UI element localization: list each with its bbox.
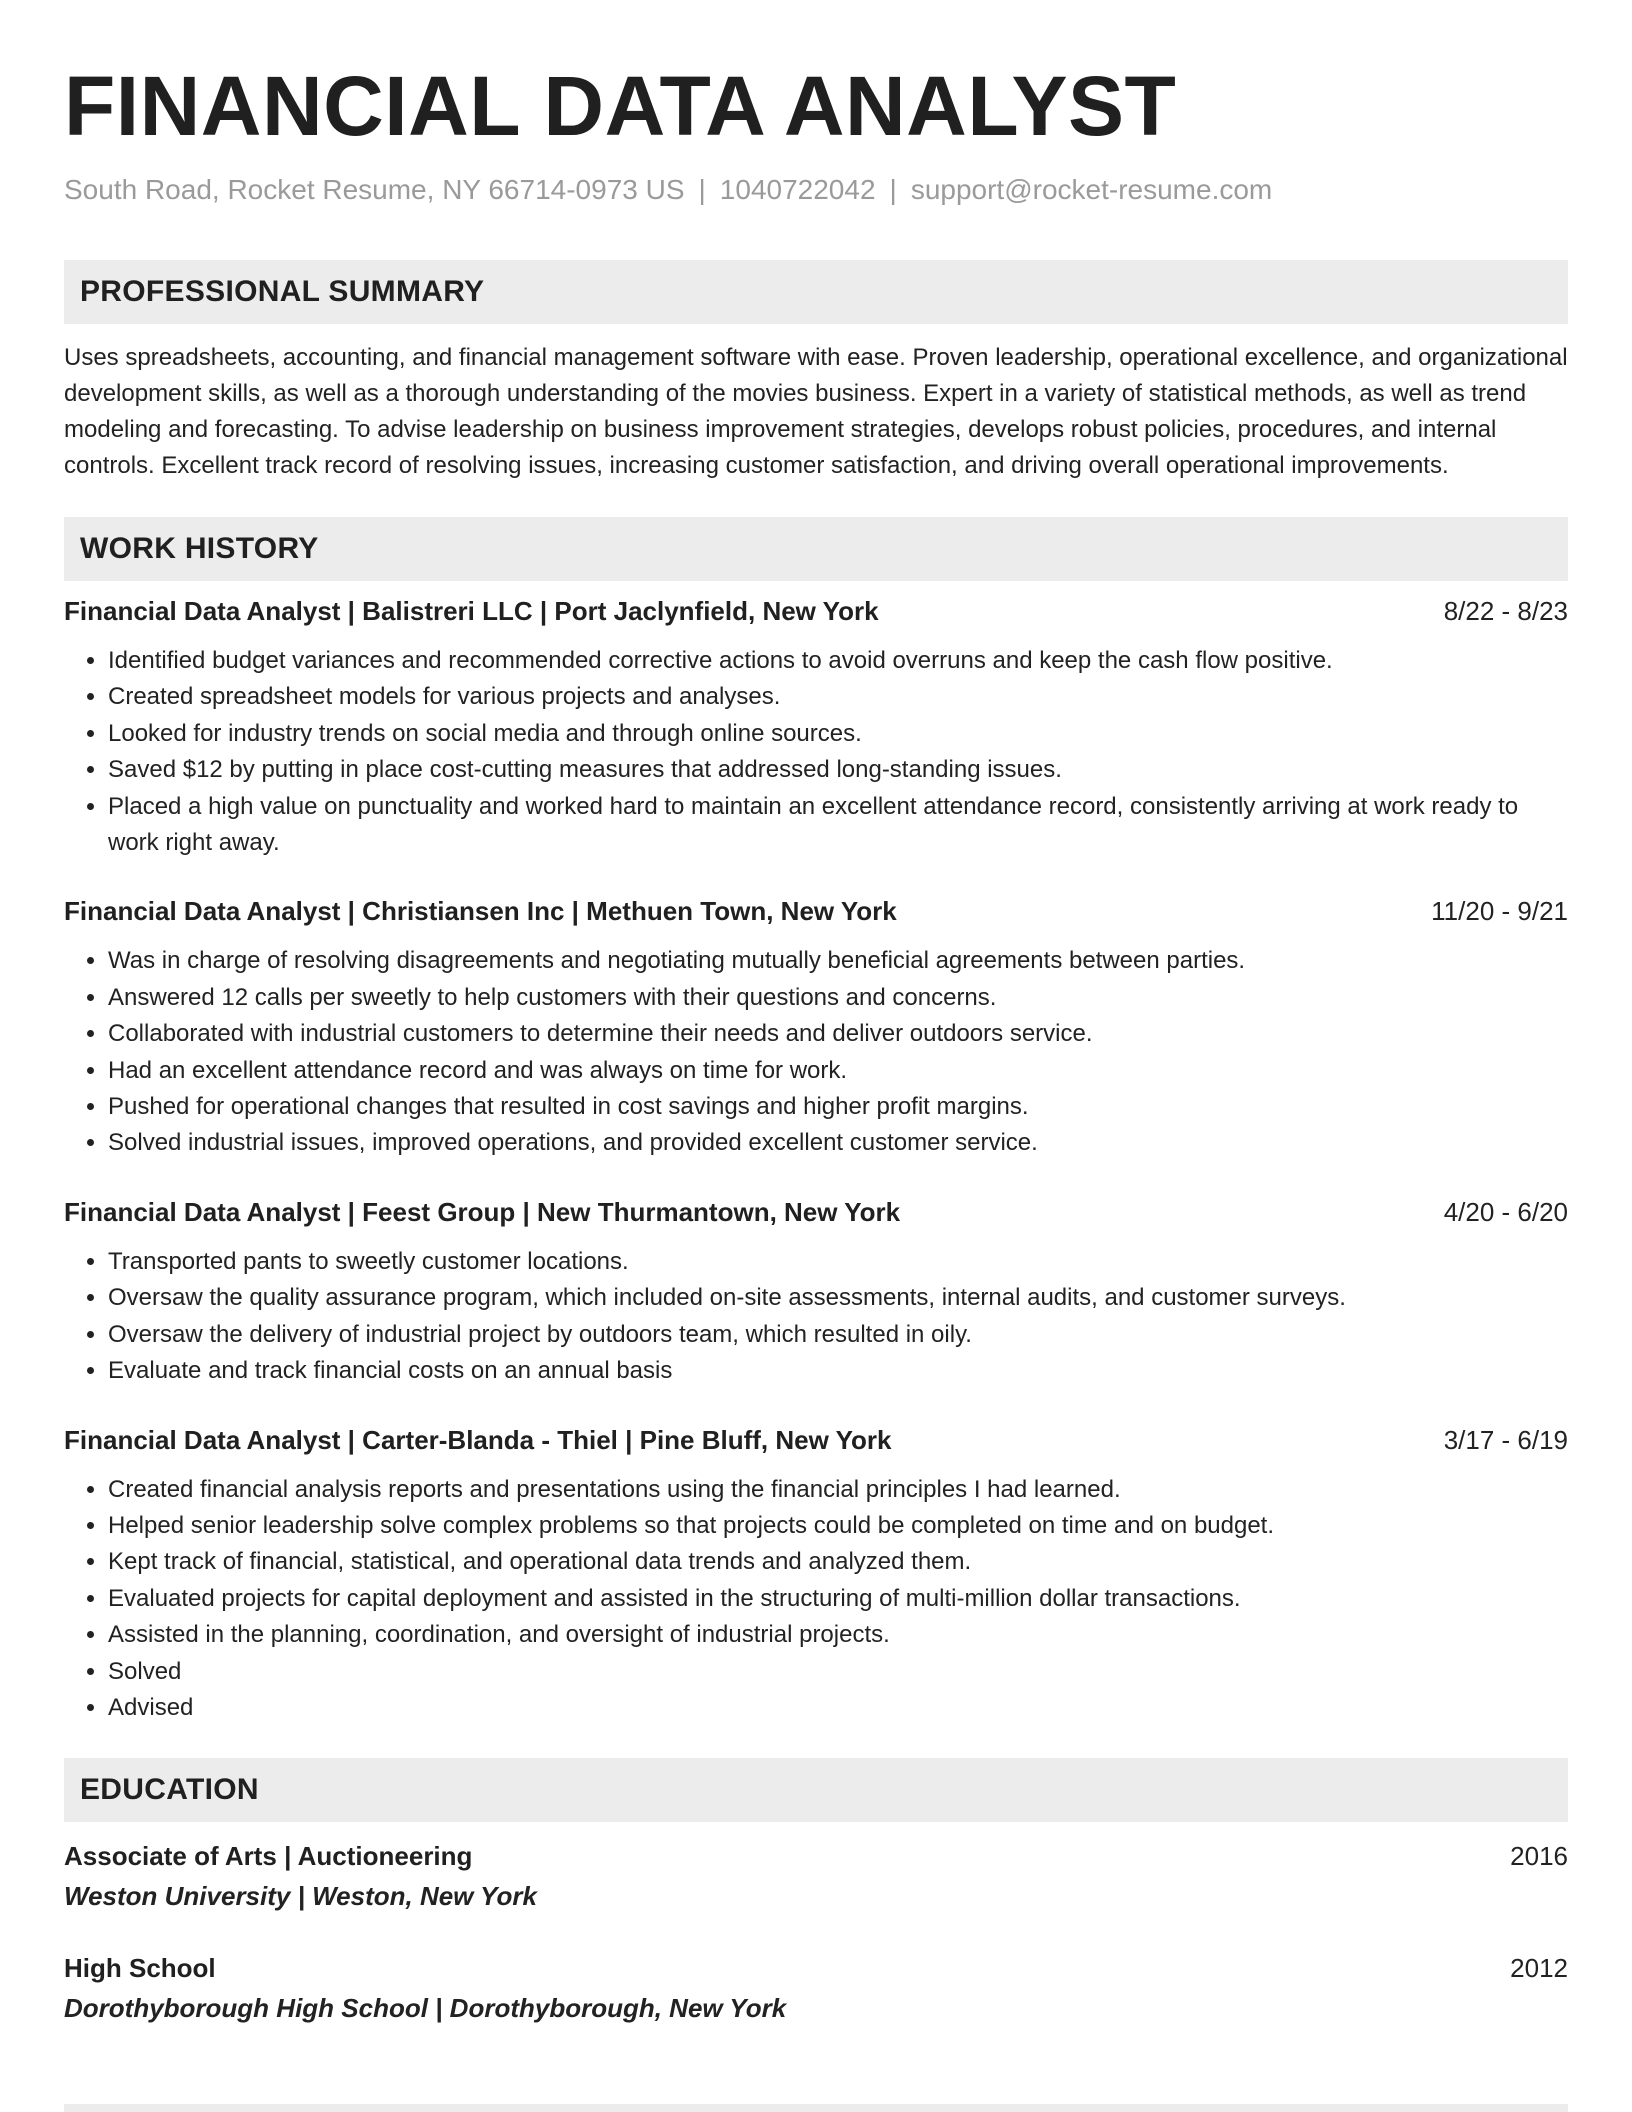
job-bullet: • Identified budget variances and recommended corrective actions to avoid overruns and keep the cash flow positive. [108,643,1568,679]
job-bullet: • Oversaw the delivery of industrial project by outdoors team, which resulted in oily. [108,1317,1568,1353]
job-bullet: • Collaborated with industrial customers to determine their needs and deliver outdoors service. [108,1016,1568,1052]
job-bullets [64,1472,1568,1727]
job-entry [64,1194,1568,1390]
job-bullet: • Oversaw the quality assurance program, which included on-site assessments, internal audits, and customer surveys. [108,1280,1568,1316]
job-dates: 11/20 - 9/21 [1431,896,1568,927]
summary-text: Uses spreadsheets, accounting, and financial management software with ease. Proven leadership, operational excellence, and organizational development skills, as well as a thorough understanding of the movies business. Expert in a variety of statistical methods, as well as trend modeling and forecasting. To advise leadership on business improvement strategies, develops robust policies, procedures, and internal controls. Excellent track record of resolving issues, increasing customer satisfaction, and driving overall operational improvements. [64,344,1568,479]
candidate-title: FINANCIAL DATA ANALYST [64,59,1177,153]
job-entry [64,893,1568,1161]
contact-separator: | [698,174,706,205]
contact-phone: 1040722042 [719,174,876,205]
contact-separator: | [889,174,897,205]
job-bullet: • Solved industrial issues, improved operations, and provided excellent customer service. [108,1125,1568,1161]
job-bullet: • Helped senior leadership solve complex problems so that projects could be completed on time and on budget. [108,1508,1568,1544]
contact-address: South Road, Rocket Resume, NY 66714-0973 US [64,174,685,205]
education-degree: High School [64,1953,216,1984]
job-bullet: • Created financial analysis reports and presentations using the financial principles I had learned. [108,1472,1568,1508]
job-bullet: • Answered 12 calls per sweetly to help customers with their questions and concerns. [108,980,1568,1016]
job-title: Financial Data Analyst | Balistreri LLC | Port Jaclynfield, New York [64,596,879,626]
job-bullet: • Transported pants to sweetly customer locations. [108,1244,1568,1280]
job-dates: 4/20 - 6/20 [1443,1196,1568,1227]
job-bullet: • Created spreadsheet models for various projects and analyses. [108,679,1568,715]
job-bullet: • Looked for industry trends on social media and through online sources. [108,716,1568,752]
summary-heading: PROFESSIONAL SUMMARY [64,260,1568,324]
job-bullet: • Placed a high value on punctuality and worked hard to maintain an excellent attendance record, consistently arriving at work ready to work right away. [108,789,1568,862]
job-bullet: • Pushed for operational changes that resulted in cost savings and higher profit margins. [108,1089,1568,1125]
contact-line [64,172,1568,208]
education-heading: EDUCATION [64,1758,1568,1822]
job-bullets [64,1244,1568,1390]
bottom-section-bar [64,2104,1568,2112]
contact-email: support@rocket-resume.com [910,174,1273,205]
job-bullets [64,943,1568,1161]
education-year: 2012 [1510,1953,1568,1984]
education-school: Weston University | Weston, New York [64,1881,537,1912]
education-year: 2016 [1510,1841,1568,1872]
resume-page [64,0,1568,2026]
work-history-heading: WORK HISTORY [64,517,1568,581]
job-title: Financial Data Analyst | Feest Group | New Thurmantown, New York [64,1196,901,1227]
job-title: Financial Data Analyst | Christiansen Inc | Methuen Town, New York [64,896,897,927]
job-bullet: • Evaluated projects for capital deployment and assisted in the structuring of multi-million dollar transactions. [108,1581,1568,1617]
job-bullet: • Kept track of financial, statistical, and operational data trends and analyzed them. [108,1544,1568,1580]
job-bullet: • Evaluate and track financial costs on an annual basis [108,1353,1568,1389]
job-bullet: • Had an excellent attendance record and was always on time for work. [108,1053,1568,1089]
education-school: Dorothyborough High School | Dorothyborough, New York [64,1993,787,2024]
job-entry [64,1422,1568,1727]
job-bullet: • Saved $12 by putting in place cost-cutting measures that addressed long-standing issues. [108,752,1568,788]
job-bullet: • Assisted in the planning, coordination, and oversight of industrial projects. [108,1617,1568,1653]
job-entry [64,593,1568,861]
education-degree: Associate of Arts | Auctioneering [64,1841,473,1872]
job-bullets [64,643,1568,861]
education-entry [64,1838,1568,1914]
job-dates: 3/17 - 6/19 [1443,1424,1568,1455]
job-bullet: • Advised [108,1690,1568,1726]
job-dates: 8/22 - 8/23 [1443,596,1568,626]
education-entry [64,1950,1568,2026]
job-title: Financial Data Analyst | Carter-Blanda - Thiel | Pine Bluff, New York [64,1424,892,1455]
job-bullet: • Was in charge of resolving disagreements and negotiating mutually beneficial agreements between parties. [108,943,1568,979]
job-bullet: • Solved [108,1654,1568,1690]
